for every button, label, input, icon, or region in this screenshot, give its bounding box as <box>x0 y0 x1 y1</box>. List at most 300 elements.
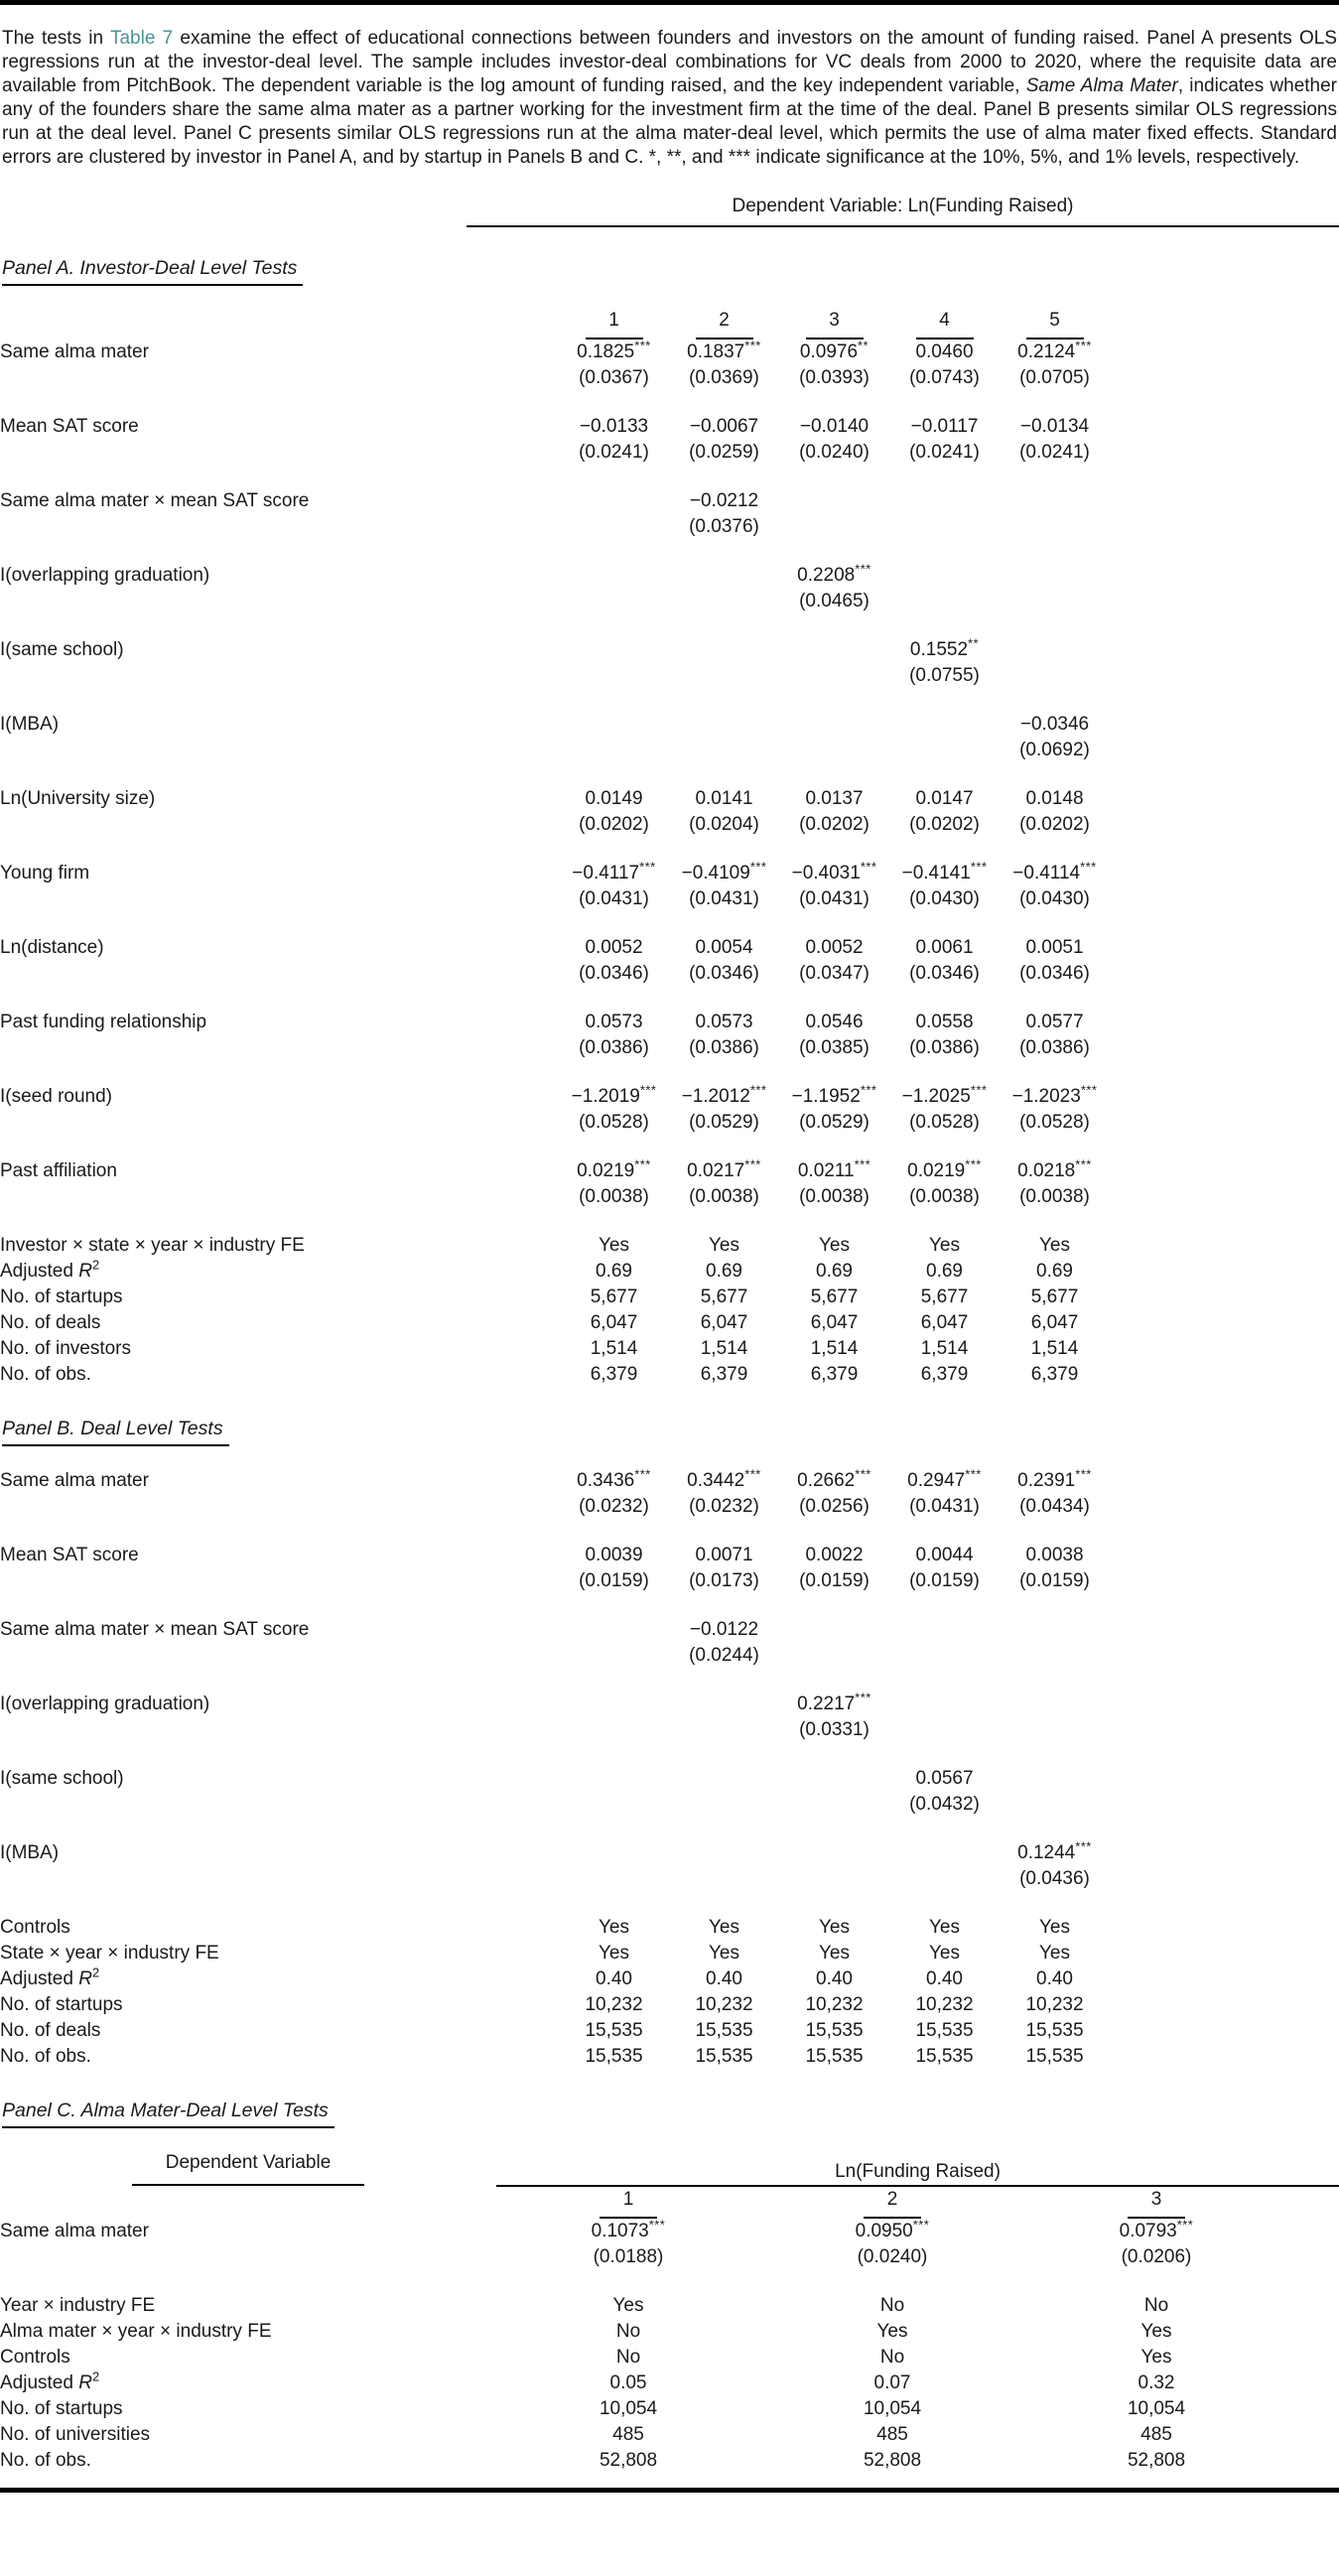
statistic-row <box>0 2018 1339 2044</box>
spacer-cell <box>1110 1966 1339 1992</box>
standard-error-cell: (0.0240) <box>857 2246 928 2267</box>
standard-error-cell: (0.0331) <box>799 1719 870 1740</box>
standard-error-cell: (0.0705) <box>1019 367 1090 388</box>
coefficient-cell <box>1000 488 1110 514</box>
coefficient-row <box>0 935 1339 961</box>
coefficient-cell <box>669 712 779 738</box>
column-header: 4 <box>889 308 1000 339</box>
statistic-row <box>0 2396 1339 2422</box>
standard-error-cell <box>669 589 779 637</box>
standard-error-cell: (0.0528) <box>1019 1112 1090 1133</box>
spacer-cell <box>1110 1617 1339 1643</box>
coefficient-cell <box>669 1840 779 1866</box>
row-label: Same alma mater <box>0 341 149 362</box>
coefficient-cell: 0.1837*** <box>687 338 761 362</box>
spacer-cell <box>1110 1110 1339 1158</box>
standard-error-cell: (0.0431) <box>689 888 759 909</box>
statistic-row <box>0 1336 1339 1362</box>
statistic-label: No. of obs. <box>0 2046 91 2067</box>
spacer-cell <box>1110 440 1339 488</box>
coefficient-cell: −0.0134 <box>1019 416 1090 437</box>
standard-error-cell: (0.0038) <box>799 1186 870 1207</box>
coefficient-cell <box>1000 1692 1110 1717</box>
spacer-cell <box>0 308 559 339</box>
row-label: Same alma mater <box>0 2221 149 2241</box>
row-label <box>0 589 559 637</box>
dependent-variable-value-cell: Ln(Funding Raised) <box>496 2150 1339 2186</box>
spacer-cell <box>1288 2293 1339 2319</box>
standard-error-cell <box>559 738 669 786</box>
standard-error-cell: (0.0434) <box>1019 1496 1090 1517</box>
statistic-cell: 0.40 <box>926 1968 963 1989</box>
standard-error-cell: (0.0755) <box>909 665 980 686</box>
statistic-cell: Yes <box>929 1235 960 1256</box>
statistic-row <box>0 2345 1339 2371</box>
coefficient-cell <box>779 1840 889 1866</box>
standard-error-cell <box>559 1866 669 1915</box>
statistic-cell: 52,808 <box>599 2450 658 2471</box>
statistic-cell: 15,535 <box>1025 2046 1084 2067</box>
statistic-cell: Yes <box>599 1943 629 1964</box>
statistic-label: Year × industry FE <box>0 2295 156 2316</box>
row-label <box>0 1866 559 1915</box>
coefficient-cell <box>559 1840 669 1866</box>
row-label <box>0 1792 559 1840</box>
statistic-label: No. of investors <box>0 1338 131 1359</box>
statistic-cell: Yes <box>612 2295 644 2316</box>
coefficient-cell: −1.2025*** <box>901 1082 988 1107</box>
coefficient-row <box>0 1692 1339 1717</box>
standard-error-cell: (0.0159) <box>1019 1570 1090 1591</box>
spacer-cell <box>1110 1866 1339 1915</box>
statistic-cell: Yes <box>876 2321 908 2342</box>
statistic-label: No. of obs. <box>0 2450 91 2471</box>
statistic-label: No. of obs. <box>0 1364 91 1385</box>
spacer-cell <box>1110 514 1339 563</box>
coefficient-row <box>0 1543 1339 1568</box>
row-label: I(MBA) <box>0 714 60 735</box>
standard-error-cell: (0.0202) <box>579 814 649 835</box>
standard-error-cell: (0.0232) <box>689 1496 759 1517</box>
statistic-row <box>0 1259 1339 1285</box>
coefficient-cell: 0.2124*** <box>1017 338 1092 362</box>
spacer-cell <box>1110 1233 1339 1259</box>
statistic-cell: 10,232 <box>1025 1994 1084 2015</box>
standard-error-cell: (0.0346) <box>689 963 759 984</box>
standard-error-cell <box>559 589 669 637</box>
statistic-label: No. of deals <box>0 2020 101 2041</box>
spacer-cell <box>1110 1543 1339 1568</box>
standard-error-cell: (0.0244) <box>689 1645 759 1666</box>
row-label <box>0 440 559 488</box>
statistic-label: No. of startups <box>0 1994 123 2015</box>
spacer-cell <box>1110 1494 1339 1543</box>
coefficient-cell: 0.0052 <box>805 937 864 958</box>
standard-error-cell <box>1000 1643 1110 1692</box>
coefficient-cell: −0.0122 <box>689 1619 759 1640</box>
spacer-cell <box>1110 1084 1339 1110</box>
coefficient-cell <box>669 1766 779 1792</box>
spacer-cell <box>1110 1362 1339 1388</box>
row-label: I(overlapping graduation) <box>0 565 210 586</box>
statistic-cell: Yes <box>819 1917 850 1938</box>
statistic-cell: 0.69 <box>1036 1261 1073 1282</box>
statistic-label: Alma mater × year × industry FE <box>0 2321 272 2342</box>
coefficient-cell: 0.1552** <box>909 635 980 660</box>
standard-error-cell: (0.0159) <box>909 1570 980 1591</box>
coefficient-cell <box>779 1617 889 1643</box>
statistic-cell: 0.40 <box>706 1968 742 1989</box>
standard-error-cell <box>669 1866 779 1915</box>
panel-a-table <box>0 308 1339 1388</box>
spacer-cell <box>1110 738 1339 786</box>
spacer-cell <box>1110 1184 1339 1233</box>
coefficient-cell: 0.3442*** <box>687 1466 761 1491</box>
statistic-cell: Yes <box>819 1943 850 1964</box>
coefficient-cell: 0.0567 <box>915 1768 974 1789</box>
standard-error-cell: (0.0202) <box>1019 814 1090 835</box>
row-label <box>0 812 559 861</box>
coefficient-row <box>0 1468 1339 1494</box>
statistic-row <box>0 1966 1339 1992</box>
standard-error-cell: (0.0240) <box>799 442 870 463</box>
statistic-cell: 6,047 <box>590 1312 638 1333</box>
statistic-cell: 10,232 <box>695 1994 753 2015</box>
spacer-cell <box>1110 589 1339 637</box>
coefficient-cell <box>1000 1617 1110 1643</box>
statistic-cell: No <box>1143 2295 1169 2316</box>
standard-error-cell: (0.0347) <box>799 963 870 984</box>
standard-error-cell <box>1000 663 1110 712</box>
coefficient-cell <box>1000 563 1110 589</box>
standard-error-cell: (0.0528) <box>909 1112 980 1133</box>
coefficient-cell: 0.0218*** <box>1017 1156 1092 1181</box>
standard-error-row <box>0 365 1339 414</box>
standard-error-cell <box>779 663 889 712</box>
statistic-cell: 0.69 <box>596 1261 632 1282</box>
coefficient-cell: 0.0061 <box>915 937 974 958</box>
coefficient-cell: 0.0573 <box>585 1012 643 1032</box>
row-label: Same alma mater × mean SAT score <box>0 490 310 511</box>
statistic-cell: 15,535 <box>695 2020 753 2041</box>
statistic-label: Adjusted $R^2$ <box>0 2369 100 2393</box>
row-label: Past funding relationship <box>0 1012 207 1032</box>
row-label <box>0 1184 559 1233</box>
column-header: 1 <box>559 308 669 339</box>
statistic-cell: 1,514 <box>810 1338 859 1359</box>
spacer-cell <box>1288 2422 1339 2448</box>
statistic-row <box>0 1992 1339 2018</box>
coefficient-cell <box>669 637 779 663</box>
spacer-cell <box>1288 2371 1339 2396</box>
column-header-row <box>0 308 1339 339</box>
spacer-cell <box>1110 961 1339 1010</box>
spacer-cell <box>1110 414 1339 440</box>
standard-error-cell: (0.0465) <box>799 591 870 611</box>
statistic-cell: 1,514 <box>920 1338 969 1359</box>
spacer-cell <box>1110 308 1339 339</box>
statistic-cell: Yes <box>929 1917 960 1938</box>
coefficient-cell <box>889 488 1000 514</box>
column-header: 2 <box>669 308 779 339</box>
standard-error-cell <box>559 1643 669 1692</box>
statistic-cell: 0.40 <box>1036 1968 1073 1989</box>
standard-error-cell <box>1000 1717 1110 1766</box>
statistic-cell: Yes <box>1140 2321 1172 2342</box>
spacer-cell <box>1288 2448 1339 2474</box>
coefficient-cell: 0.0039 <box>585 1545 643 1565</box>
coefficient-row <box>0 712 1339 738</box>
standard-error-cell <box>889 514 1000 563</box>
standard-error-cell: (0.0436) <box>1019 1868 1090 1889</box>
coefficient-cell: 0.0148 <box>1025 788 1084 809</box>
statistic-row <box>0 2293 1339 2319</box>
coefficient-cell <box>779 712 889 738</box>
standard-error-cell: (0.0202) <box>799 814 870 835</box>
statistic-cell: Yes <box>599 1235 629 1256</box>
statistic-cell: 6,379 <box>590 1364 638 1385</box>
spacer-cell <box>1288 2396 1339 2422</box>
spacer-cell <box>1110 786 1339 812</box>
statistic-label: No. of startups <box>0 2398 123 2419</box>
row-label <box>0 663 559 712</box>
coefficient-cell: 0.0577 <box>1025 1012 1084 1032</box>
statistic-cell: 15,535 <box>585 2046 643 2067</box>
panel-b-title: Panel B. Deal Level Tests <box>2 1418 1339 1446</box>
standard-error-cell: (0.0529) <box>689 1112 759 1133</box>
statistic-cell: Yes <box>929 1943 960 1964</box>
statistic-cell: 0.40 <box>596 1968 632 1989</box>
spacer-cell <box>1110 1717 1339 1766</box>
statistic-cell: 6,379 <box>920 1364 969 1385</box>
standard-error-row <box>0 1110 1339 1158</box>
standard-error-cell <box>669 1717 779 1766</box>
dependent-variable-label-cell: Dependent Variable <box>0 2150 496 2186</box>
statistic-cell: 0.05 <box>609 2373 647 2393</box>
standard-error-cell: (0.0038) <box>579 1186 649 1207</box>
coefficient-cell: 0.0546 <box>805 1012 864 1032</box>
coefficient-cell <box>889 712 1000 738</box>
coefficient-cell: −0.4114*** <box>1012 859 1097 883</box>
standard-error-cell <box>889 1643 1000 1692</box>
coefficient-cell: 0.0976** <box>799 338 870 362</box>
coefficient-cell: 0.0460 <box>915 341 974 362</box>
coefficient-cell: −0.0212 <box>689 490 759 511</box>
standard-error-cell: (0.0386) <box>689 1037 759 1058</box>
statistic-cell: 0.40 <box>816 1968 853 1989</box>
statistic-row <box>0 2422 1339 2448</box>
statistic-cell: 15,535 <box>695 2046 753 2067</box>
statistic-cell: Yes <box>1140 2347 1172 2368</box>
spacer-cell <box>1110 1010 1339 1035</box>
statistic-cell: 10,232 <box>585 1994 643 2015</box>
coefficient-cell: −0.4117*** <box>572 859 656 883</box>
coefficient-cell: 0.0147 <box>915 788 974 809</box>
coefficient-cell <box>559 1692 669 1717</box>
coefficient-cell: 0.1825*** <box>577 338 651 362</box>
coefficient-cell: 0.0558 <box>915 1012 974 1032</box>
statistic-cell: Yes <box>1039 1235 1070 1256</box>
coefficient-cell <box>779 637 889 663</box>
standard-error-cell <box>779 514 889 563</box>
coefficient-cell <box>779 1766 889 1792</box>
standard-error-cell: (0.0431) <box>909 1496 980 1517</box>
standard-error-cell: (0.0038) <box>689 1186 759 1207</box>
coefficient-cell <box>889 563 1000 589</box>
coefficient-row <box>0 1840 1339 1866</box>
statistic-cell: 10,232 <box>915 1994 974 2015</box>
statistic-label: Investor × state × year × industry FE <box>0 1235 305 1256</box>
statistic-cell: Yes <box>709 1917 739 1938</box>
standard-error-cell: (0.0431) <box>579 888 649 909</box>
coefficient-cell <box>559 637 669 663</box>
standard-error-cell: (0.0346) <box>579 963 649 984</box>
statistic-cell: 0.69 <box>926 1261 963 1282</box>
coefficient-row <box>0 488 1339 514</box>
row-label <box>0 1717 559 1766</box>
statistic-cell: Yes <box>599 1917 629 1938</box>
row-label <box>0 1494 559 1543</box>
spacer-cell <box>1110 488 1339 514</box>
coefficient-cell <box>1000 1766 1110 1792</box>
statistic-cell: 5,677 <box>920 1287 969 1307</box>
statistic-cell: 485 <box>612 2424 644 2445</box>
spacer-cell <box>1110 1468 1339 1494</box>
standard-error-cell: (0.0038) <box>1019 1186 1090 1207</box>
statistic-cell: 6,379 <box>700 1364 748 1385</box>
row-label: I(MBA) <box>0 1842 60 1863</box>
standard-error-cell: (0.0259) <box>689 442 759 463</box>
coefficient-cell: 0.0573 <box>695 1012 753 1032</box>
row-label: I(overlapping graduation) <box>0 1694 210 1714</box>
coefficient-cell: −1.2012*** <box>681 1082 767 1107</box>
standard-error-row <box>0 440 1339 488</box>
row-label: Past affiliation <box>0 1160 117 1181</box>
coefficient-row <box>0 1617 1339 1643</box>
standard-error-cell <box>889 738 1000 786</box>
statistic-cell: 10,054 <box>863 2398 922 2419</box>
statistic-row <box>0 2371 1339 2396</box>
statistic-cell: 0.32 <box>1138 2373 1175 2393</box>
coefficient-cell: 0.0217*** <box>687 1156 761 1181</box>
row-label <box>0 514 559 563</box>
statistic-cell: 1,514 <box>1030 1338 1079 1359</box>
row-label <box>0 2244 496 2293</box>
coefficient-cell: 0.1244*** <box>1017 1838 1092 1863</box>
statistic-row <box>0 2448 1339 2474</box>
standard-error-cell: (0.0256) <box>799 1496 870 1517</box>
coefficient-cell: −0.4141*** <box>901 859 988 883</box>
statistic-cell: 52,808 <box>1127 2450 1186 2471</box>
spacer-cell <box>1110 1035 1339 1084</box>
statistic-label: Adjusted $R^2$ <box>0 1257 100 1282</box>
table-7-link[interactable]: Table 7 <box>109 28 174 49</box>
standard-error-cell: (0.0159) <box>799 1570 870 1591</box>
standard-error-cell: (0.0241) <box>1019 442 1090 463</box>
standard-error-cell: (0.0386) <box>579 1037 649 1058</box>
row-label <box>0 961 559 1010</box>
statistic-cell: 0.69 <box>706 1261 742 1282</box>
coefficient-cell <box>889 1840 1000 1866</box>
spacer-cell <box>1110 1568 1339 1617</box>
coefficient-cell: 0.2947*** <box>907 1466 982 1491</box>
standard-error-cell: (0.0367) <box>579 367 649 388</box>
coefficient-cell <box>889 1692 1000 1717</box>
statistic-row <box>0 2319 1339 2345</box>
standard-error-cell <box>559 514 669 563</box>
standard-error-row <box>0 1184 1339 1233</box>
statistic-label: State × year × industry FE <box>0 1943 219 1964</box>
statistic-cell: 6,047 <box>920 1312 969 1333</box>
statistic-cell: Yes <box>709 1235 739 1256</box>
coefficient-cell: −0.4109*** <box>681 859 767 883</box>
coefficient-cell: −0.0140 <box>799 416 870 437</box>
statistic-cell: 6,379 <box>1030 1364 1079 1385</box>
statistic-row <box>0 1310 1339 1336</box>
coefficient-cell <box>559 488 669 514</box>
coefficient-cell: 0.0141 <box>695 788 753 809</box>
statistic-cell: No <box>615 2321 641 2342</box>
spacer-cell <box>1110 1643 1339 1692</box>
standard-error-cell <box>889 1717 1000 1766</box>
standard-error-cell: (0.0386) <box>1019 1037 1090 1058</box>
statistic-cell: 6,047 <box>1030 1312 1079 1333</box>
standard-error-row <box>0 1568 1339 1617</box>
standard-error-cell: (0.0743) <box>909 367 980 388</box>
coefficient-cell: −0.0117 <box>910 416 979 437</box>
statistic-label: No. of universities <box>0 2424 151 2445</box>
row-label: I(same school) <box>0 1768 124 1789</box>
coefficient-row <box>0 339 1339 365</box>
spacer-cell <box>1110 637 1339 663</box>
spacer-cell <box>1288 2219 1339 2244</box>
coefficient-cell: 0.0044 <box>915 1545 974 1565</box>
row-label: I(same school) <box>0 639 124 660</box>
statistic-row <box>0 2044 1339 2070</box>
standard-error-cell: (0.0188) <box>593 2246 664 2267</box>
spacer-cell <box>1110 1336 1339 1362</box>
statistic-cell: 10,054 <box>1127 2398 1186 2419</box>
coefficient-cell <box>669 563 779 589</box>
coefficient-cell: −0.0346 <box>1019 714 1090 735</box>
statistic-cell: 1,514 <box>700 1338 748 1359</box>
column-header: 3 <box>1024 2186 1288 2219</box>
spacer-cell <box>1110 1310 1339 1336</box>
standard-error-cell <box>889 589 1000 637</box>
statistic-cell: Yes <box>1039 1943 1070 1964</box>
column-header: 5 <box>1000 308 1110 339</box>
statistic-cell: 0.69 <box>816 1261 853 1282</box>
coefficient-cell: 0.0950*** <box>855 2217 930 2241</box>
coefficient-row <box>0 786 1339 812</box>
coefficient-cell: −0.4031*** <box>791 859 877 883</box>
statistic-label: No. of deals <box>0 1312 101 1333</box>
spacer-cell <box>1110 365 1339 414</box>
statistic-cell: 6,047 <box>810 1312 859 1333</box>
standard-error-cell <box>669 1792 779 1840</box>
row-label: Young firm <box>0 863 90 883</box>
standard-error-cell: (0.0206) <box>1121 2246 1192 2267</box>
coefficient-cell: 0.2662*** <box>797 1466 871 1491</box>
standard-error-cell <box>559 1717 669 1766</box>
statistic-cell: 6,047 <box>700 1312 748 1333</box>
statistic-cell: 5,677 <box>1030 1287 1079 1307</box>
row-label: Ln(distance) <box>0 937 104 958</box>
column-header: 2 <box>760 2186 1024 2219</box>
standard-error-cell: (0.0528) <box>579 1112 649 1133</box>
statistic-cell: 15,535 <box>1025 2020 1084 2041</box>
row-label: Ln(University size) <box>0 788 156 809</box>
